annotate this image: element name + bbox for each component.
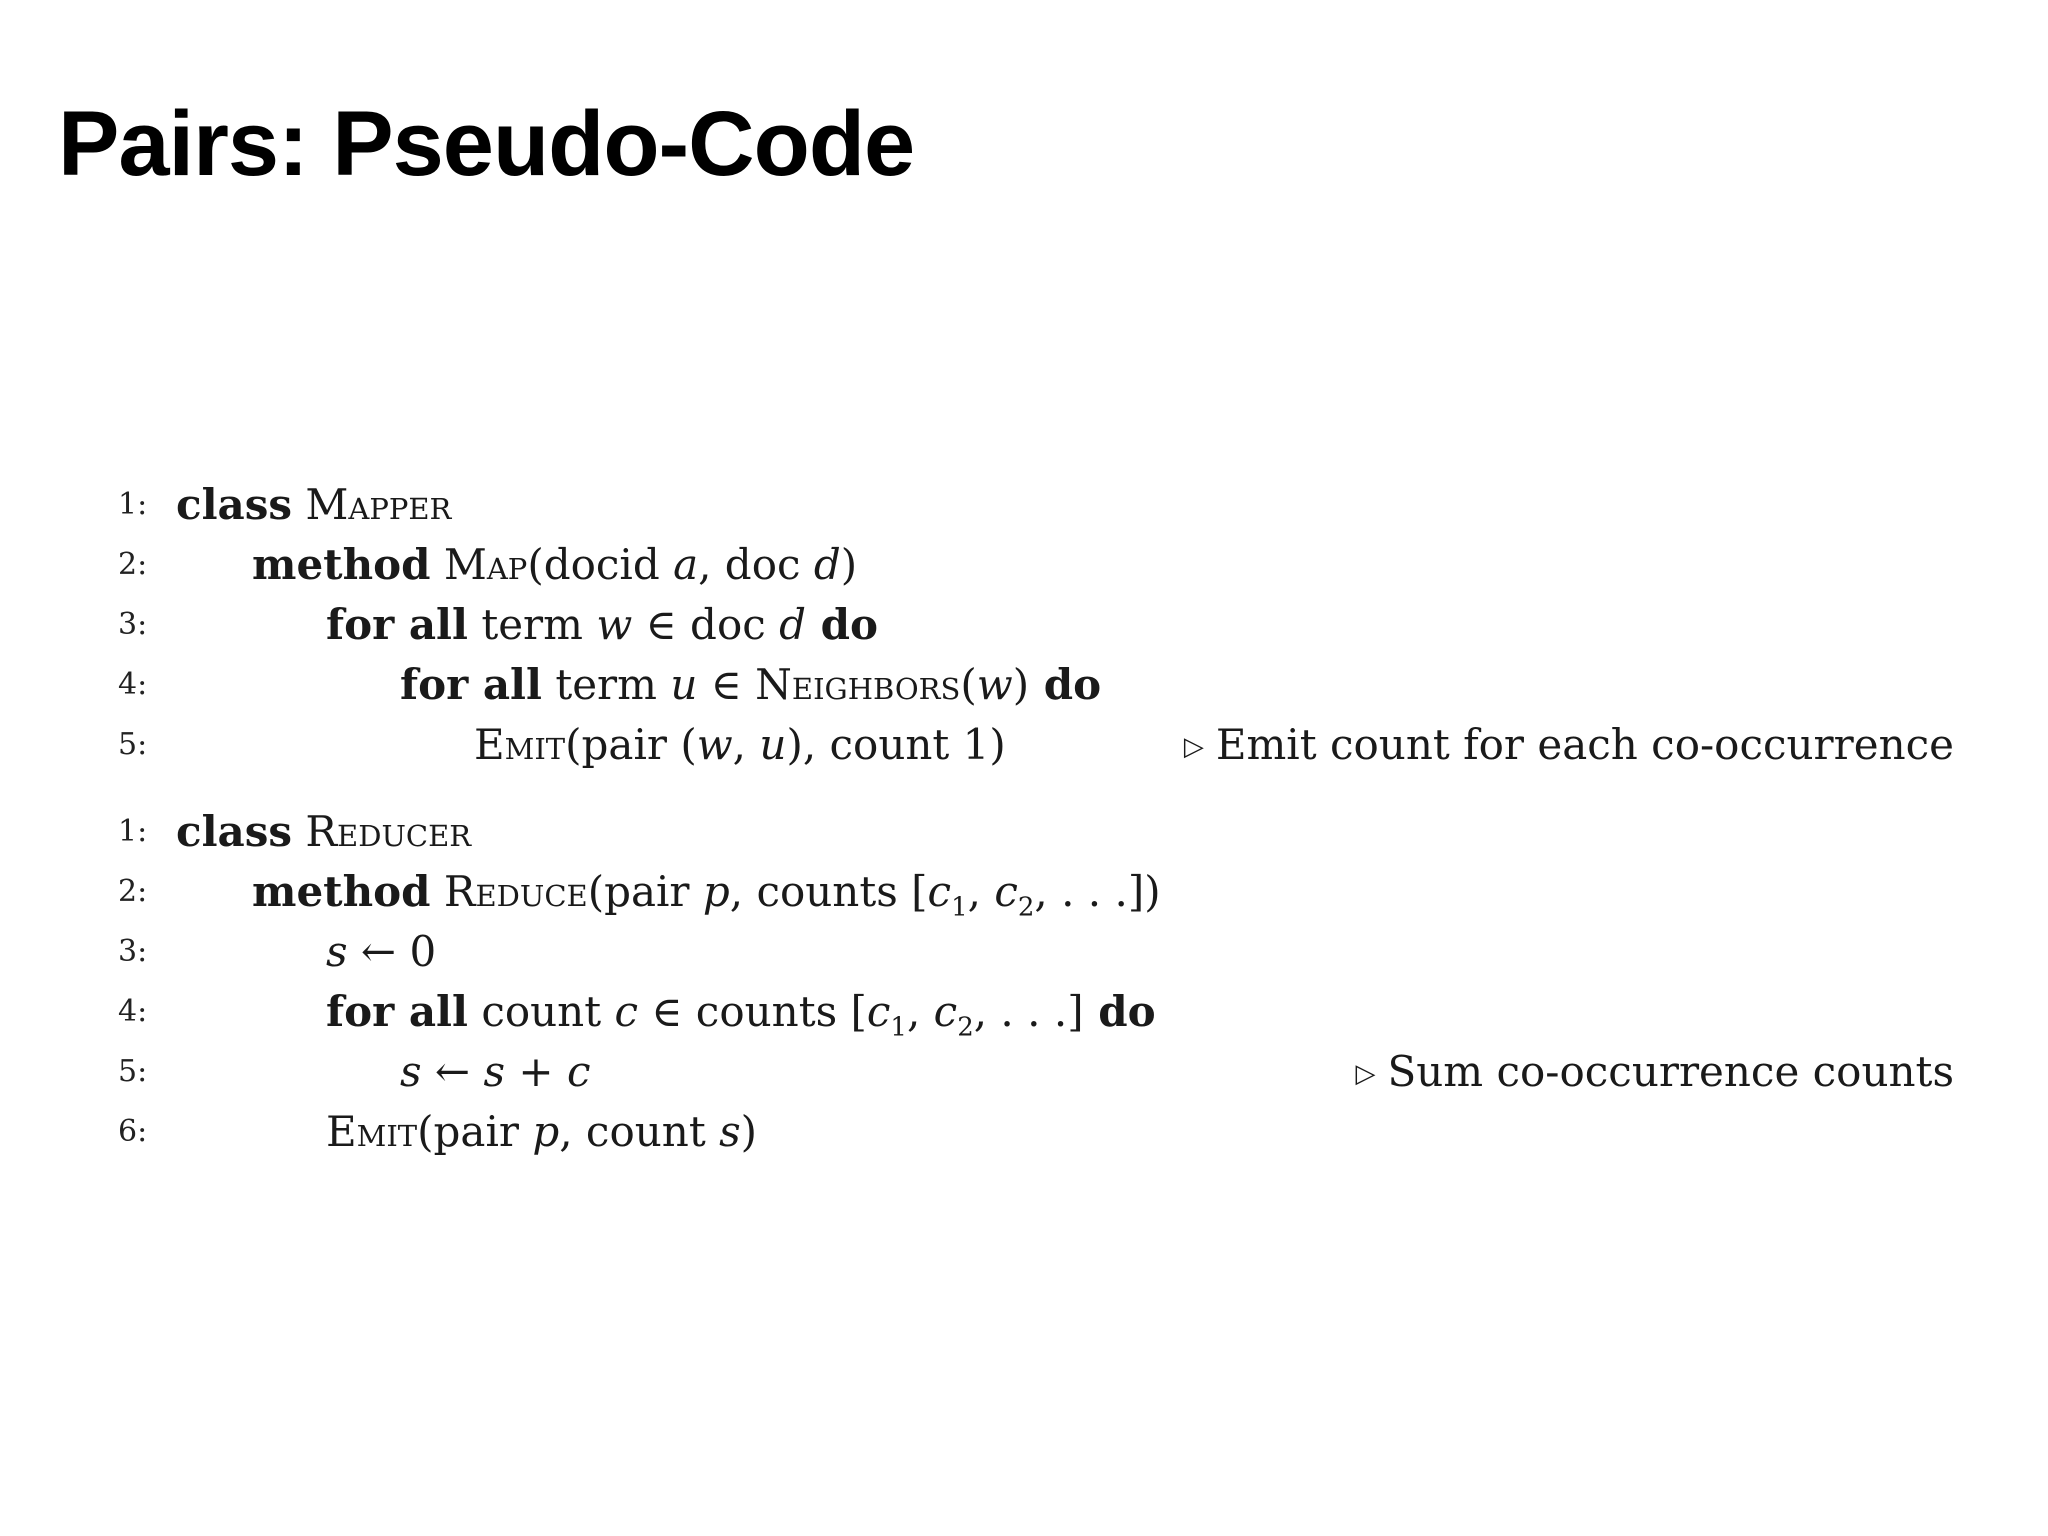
var-c1: c xyxy=(927,867,952,916)
var-d: d xyxy=(813,540,841,589)
line-number: 6: xyxy=(118,1114,148,1149)
var-u: u xyxy=(670,660,698,709)
var-s: s xyxy=(719,1107,741,1156)
reducer-line-6 xyxy=(0,1102,2048,1162)
function-name: Emit xyxy=(474,720,566,769)
text: (pair ( xyxy=(565,720,697,769)
code xyxy=(474,715,1006,775)
line-number: 5: xyxy=(118,1054,148,1089)
comment-triangle-icon: ▷ xyxy=(1183,732,1204,762)
keyword: class xyxy=(176,807,293,856)
mapper-line-5 xyxy=(0,715,2048,775)
reducer-line-3 xyxy=(0,922,2048,982)
line-number: 2: xyxy=(118,874,148,909)
comment xyxy=(1184,715,1954,777)
text: ) xyxy=(740,1107,758,1156)
text: term xyxy=(467,600,597,649)
text: , doc xyxy=(698,540,814,589)
text: ) xyxy=(840,540,858,589)
text: count xyxy=(467,987,615,1036)
method-name: Map xyxy=(443,540,528,589)
keyword-do: do xyxy=(1029,660,1102,709)
line-number: 4: xyxy=(118,994,148,1029)
subscript: 2 xyxy=(1017,892,1035,923)
keyword-do: do xyxy=(806,600,879,649)
method-name: Reduce xyxy=(443,867,588,916)
text: , xyxy=(732,720,760,769)
text: (docid xyxy=(527,540,674,589)
keyword: method xyxy=(252,867,431,916)
reducer-line-4 xyxy=(0,982,2048,1042)
text: ∈ doc xyxy=(632,600,780,649)
var-p: p xyxy=(532,1107,560,1156)
reducer-line-5 xyxy=(0,1042,2048,1102)
line-number: 5: xyxy=(118,727,148,762)
line-number: 1: xyxy=(118,814,148,849)
keyword: for all xyxy=(400,660,542,709)
line-number: 3: xyxy=(118,934,148,969)
text: ∈ counts [ xyxy=(638,987,867,1036)
var-u: u xyxy=(759,720,787,769)
slide-title: Pairs: Pseudo-Code xyxy=(58,93,915,195)
text: , count xyxy=(559,1107,720,1156)
var-w: w xyxy=(976,660,1013,709)
comment-triangle-icon: ▷ xyxy=(1355,1059,1376,1089)
text: , . . .]) xyxy=(1034,867,1161,916)
line-number: 2: xyxy=(118,547,148,582)
keyword: for all xyxy=(326,600,468,649)
var-w: w xyxy=(596,600,633,649)
line-number: 1: xyxy=(118,487,148,522)
var-s: s xyxy=(483,1047,506,1096)
var-c1: c xyxy=(866,987,891,1036)
function-name: Neighbors xyxy=(755,660,961,709)
subscript: 2 xyxy=(957,1012,974,1043)
code xyxy=(326,1102,757,1162)
var-c: c xyxy=(614,987,638,1036)
code xyxy=(326,595,878,655)
var-c: c xyxy=(566,1047,591,1096)
line-number: 4: xyxy=(118,667,148,702)
code xyxy=(400,1042,590,1102)
text: , . . .] xyxy=(973,987,1084,1036)
code xyxy=(176,475,451,535)
mapper-line-2 xyxy=(0,535,2048,595)
text: ∈ xyxy=(697,660,756,709)
function-name: Emit xyxy=(326,1107,418,1156)
subscript: 1 xyxy=(951,892,968,923)
text: ← xyxy=(421,1047,484,1096)
mapper-line-1 xyxy=(0,475,2048,535)
subscript: 1 xyxy=(890,1012,907,1043)
var-d: d xyxy=(779,600,806,649)
keyword: method xyxy=(252,540,431,589)
comment-text: Emit count for each co-occurrence xyxy=(1215,720,1954,769)
text: (pair xyxy=(587,867,703,916)
keyword: class xyxy=(176,480,293,529)
code xyxy=(252,535,857,595)
line-number: 3: xyxy=(118,607,148,642)
var-c2: c xyxy=(933,987,958,1036)
reducer-line-1 xyxy=(0,802,2048,862)
text: ← 0 xyxy=(347,927,437,976)
text: , xyxy=(906,987,934,1036)
text: ) xyxy=(1012,660,1030,709)
keyword: for all xyxy=(326,987,468,1036)
var-s: s xyxy=(400,1047,422,1096)
text: term xyxy=(541,660,671,709)
class-name: Mapper xyxy=(305,480,452,529)
code xyxy=(400,655,1101,715)
mapper-line-3 xyxy=(0,595,2048,655)
var-w: w xyxy=(696,720,733,769)
comment-text: Sum co-occurrence counts xyxy=(1387,1047,1954,1096)
var-a: a xyxy=(673,540,699,589)
text: + xyxy=(505,1047,567,1096)
var-p: p xyxy=(702,867,730,916)
comment xyxy=(1355,1042,1954,1104)
text: , counts [ xyxy=(729,867,928,916)
reducer-line-2 xyxy=(0,862,2048,922)
var-c2: c xyxy=(994,867,1018,916)
text: (pair xyxy=(417,1107,533,1156)
code xyxy=(326,922,436,982)
code xyxy=(176,802,471,862)
class-name: Reducer xyxy=(305,807,472,856)
text: ), count 1) xyxy=(786,720,1006,769)
var-s: s xyxy=(326,927,348,976)
text: , xyxy=(967,867,995,916)
mapper-line-4 xyxy=(0,655,2048,715)
text: ( xyxy=(960,660,977,709)
keyword-do: do xyxy=(1083,987,1156,1036)
